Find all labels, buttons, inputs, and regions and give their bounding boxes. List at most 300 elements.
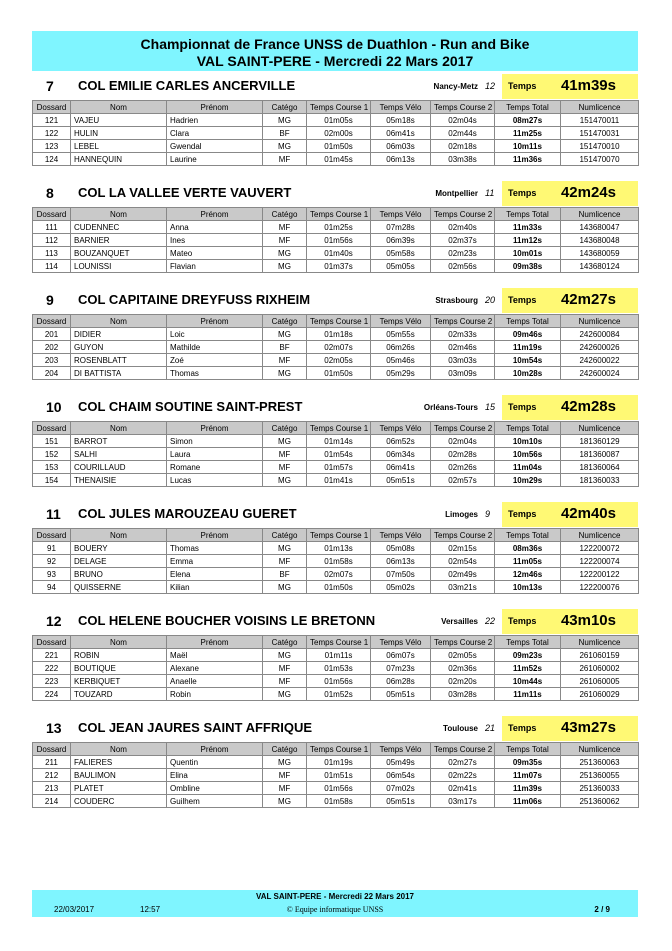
table-cell: COUDERC <box>71 795 167 808</box>
table-cell: Zoé <box>167 354 263 367</box>
table-cell: 06m41s <box>371 127 431 140</box>
team-header <box>32 716 638 740</box>
results-table <box>32 207 639 273</box>
table-cell: MF <box>263 234 307 247</box>
column-header: Temps Vélo <box>371 422 431 435</box>
table-cell: Elina <box>167 769 263 782</box>
table-cell: Mateo <box>167 247 263 260</box>
footer-date: 22/03/2017 <box>54 905 95 914</box>
table-cell: 124 <box>33 153 71 166</box>
table-row <box>33 662 639 675</box>
page-header <box>32 31 638 71</box>
table-cell: 07m28s <box>371 221 431 234</box>
team-time: 43m27s <box>560 719 616 736</box>
table-cell: 152 <box>33 448 71 461</box>
table-cell: 181360064 <box>561 461 639 474</box>
table-cell: 214 <box>33 795 71 808</box>
table-row <box>33 341 639 354</box>
footer-credit: © Equipe informatique UNSS <box>286 905 384 914</box>
table-cell: 02m27s <box>431 756 495 769</box>
team-time: 41m39s <box>560 77 616 94</box>
team-academy: Montpellier <box>435 189 478 198</box>
column-header: Temps Course 1 <box>307 101 371 114</box>
table-cell: 211 <box>33 756 71 769</box>
table-cell: 06m03s <box>371 140 431 153</box>
table-cell: 01m50s <box>307 581 371 594</box>
column-header: Numlicence <box>561 315 639 328</box>
page-subtitle: VAL SAINT-PERE - Mercredi 22 Mars 2017 <box>196 53 474 69</box>
table-cell: 01m19s <box>307 756 371 769</box>
table-cell: Mathilde <box>167 341 263 354</box>
table-cell: Guilhem <box>167 795 263 808</box>
table-cell: 05m08s <box>371 542 431 555</box>
table-cell: 02m33s <box>431 328 495 341</box>
table-cell: HULIN <box>71 127 167 140</box>
table-cell: Quentin <box>167 756 263 769</box>
table-cell: 151470031 <box>561 127 639 140</box>
table-cell: 08m27s <box>495 114 561 127</box>
table-cell: 02m05s <box>307 354 371 367</box>
table-cell: 02m18s <box>431 140 495 153</box>
table-cell: SALHI <box>71 448 167 461</box>
column-header: Catégo <box>263 743 307 756</box>
table-cell: Thomas <box>167 367 263 380</box>
table-cell: 122 <box>33 127 71 140</box>
table-cell: 02m36s <box>431 662 495 675</box>
table-cell: 143680047 <box>561 221 639 234</box>
table-cell: 01m11s <box>307 649 371 662</box>
table-cell: 154 <box>33 474 71 487</box>
team-rank: 10 <box>46 399 62 415</box>
table-cell: 222 <box>33 662 71 675</box>
table-cell: HANNEQUIN <box>71 153 167 166</box>
column-header: Prénom <box>167 208 263 221</box>
table-row <box>33 542 639 555</box>
team-academy: Versailles <box>441 617 478 626</box>
table-cell: ROSENBLATT <box>71 354 167 367</box>
team-time-box <box>502 181 638 206</box>
table-cell: 06m28s <box>371 675 431 688</box>
table-cell: BOUTIQUE <box>71 662 167 675</box>
table-cell: MG <box>263 367 307 380</box>
table-cell: 05m51s <box>371 795 431 808</box>
table-header-row <box>33 101 639 114</box>
table-cell: 11m06s <box>495 795 561 808</box>
team-time: 42m40s <box>560 505 616 522</box>
table-cell: 02m26s <box>431 461 495 474</box>
column-header: Temps Course 1 <box>307 529 371 542</box>
table-cell: 114 <box>33 260 71 273</box>
table-cell: 11m36s <box>495 153 561 166</box>
table-cell: MG <box>263 114 307 127</box>
results-table <box>32 742 639 808</box>
table-cell: 204 <box>33 367 71 380</box>
table-row <box>33 568 639 581</box>
table-cell: Romane <box>167 461 263 474</box>
table-cell: 113 <box>33 247 71 260</box>
team-time-label: Temps <box>508 295 537 305</box>
table-cell: 94 <box>33 581 71 594</box>
column-header: Temps Vélo <box>371 529 431 542</box>
table-cell: BAULIMON <box>71 769 167 782</box>
table-cell: KERBIQUET <box>71 675 167 688</box>
team-time-box <box>502 288 638 313</box>
table-cell: Alexane <box>167 662 263 675</box>
table-cell: 93 <box>33 568 71 581</box>
team-academy: Orléans-Tours <box>423 403 478 412</box>
table-cell: 02m57s <box>431 474 495 487</box>
table-cell: 01m50s <box>307 367 371 380</box>
table-cell: 07m23s <box>371 662 431 675</box>
table-cell: 05m18s <box>371 114 431 127</box>
table-cell: Simon <box>167 435 263 448</box>
team-number: 20 <box>485 295 496 305</box>
table-cell: 151470010 <box>561 140 639 153</box>
table-cell: 02m37s <box>431 234 495 247</box>
table-cell: 10m28s <box>495 367 561 380</box>
team-time-label: Temps <box>508 81 537 91</box>
results-table <box>32 421 639 487</box>
column-header: Dossard <box>33 422 71 435</box>
column-header: Prénom <box>167 315 263 328</box>
table-cell: 224 <box>33 688 71 701</box>
team-header <box>32 609 638 633</box>
table-cell: 242600084 <box>561 328 639 341</box>
column-header: Temps Course 2 <box>431 208 495 221</box>
footer-title: VAL SAINT-PERE - Mercredi 22 Mars 2017 <box>256 892 414 901</box>
table-cell: COURILLAUD <box>71 461 167 474</box>
table-cell: 251360063 <box>561 756 639 769</box>
table-cell: 11m11s <box>495 688 561 701</box>
table-cell: MF <box>263 555 307 568</box>
table-cell: MG <box>263 260 307 273</box>
table-row <box>33 581 639 594</box>
table-row <box>33 140 639 153</box>
table-cell: 201 <box>33 328 71 341</box>
table-cell: 09m35s <box>495 756 561 769</box>
table-cell: QUISSERNE <box>71 581 167 594</box>
table-cell: 03m03s <box>431 354 495 367</box>
table-row <box>33 247 639 260</box>
team-time-box <box>502 716 638 741</box>
table-cell: 11m07s <box>495 769 561 782</box>
table-cell: 11m05s <box>495 555 561 568</box>
team-time-label: Temps <box>508 509 537 519</box>
table-cell: THENAISIE <box>71 474 167 487</box>
column-header: Temps Vélo <box>371 636 431 649</box>
column-header: Temps Total <box>495 743 561 756</box>
column-header: Temps Course 2 <box>431 743 495 756</box>
table-cell: 251360033 <box>561 782 639 795</box>
table-cell: 05m46s <box>371 354 431 367</box>
team-time: 42m24s <box>560 184 616 201</box>
team-name: COL JULES MAROUZEAU GUERET <box>78 506 297 521</box>
table-cell: VAJEU <box>71 114 167 127</box>
table-cell: 01m25s <box>307 221 371 234</box>
table-cell: PLATET <box>71 782 167 795</box>
table-cell: MG <box>263 795 307 808</box>
table-cell: MG <box>263 474 307 487</box>
table-cell: MG <box>263 435 307 448</box>
column-header: Temps Course 2 <box>431 315 495 328</box>
table-cell: 92 <box>33 555 71 568</box>
table-cell: 09m46s <box>495 328 561 341</box>
page-title: Championnat de France UNSS de Duathlon - Run and Bike <box>140 36 530 52</box>
results-table <box>32 100 639 166</box>
table-cell: 153 <box>33 461 71 474</box>
table-cell: 02m22s <box>431 769 495 782</box>
table-cell: 06m13s <box>371 153 431 166</box>
team-number: 12 <box>485 81 496 91</box>
table-cell: 123 <box>33 140 71 153</box>
table-cell: MG <box>263 542 307 555</box>
table-cell: BF <box>263 341 307 354</box>
team-rank: 11 <box>46 506 61 522</box>
table-cell: 05m02s <box>371 581 431 594</box>
table-cell: MF <box>263 782 307 795</box>
table-cell: 202 <box>33 341 71 354</box>
table-cell: 01m53s <box>307 662 371 675</box>
table-cell: DIDIER <box>71 328 167 341</box>
table-cell: 05m49s <box>371 756 431 769</box>
table-cell: MF <box>263 448 307 461</box>
table-cell: DELAGE <box>71 555 167 568</box>
table-cell: 122200074 <box>561 555 639 568</box>
team-time: 42m28s <box>560 398 616 415</box>
column-header: Temps Vélo <box>371 208 431 221</box>
column-header: Nom <box>71 529 167 542</box>
table-cell: 151470011 <box>561 114 639 127</box>
table-cell: 01m58s <box>307 795 371 808</box>
table-cell: MG <box>263 756 307 769</box>
column-header: Temps Course 2 <box>431 529 495 542</box>
table-cell: 11m04s <box>495 461 561 474</box>
table-cell: 01m57s <box>307 461 371 474</box>
table-cell: 212 <box>33 769 71 782</box>
column-header: Dossard <box>33 101 71 114</box>
table-cell: 112 <box>33 234 71 247</box>
table-cell: 223 <box>33 675 71 688</box>
table-row <box>33 234 639 247</box>
table-row <box>33 367 639 380</box>
team-rank: 7 <box>46 78 54 94</box>
column-header: Catégo <box>263 529 307 542</box>
team-block <box>32 395 638 487</box>
table-cell: Lucas <box>167 474 263 487</box>
table-cell: Elena <box>167 568 263 581</box>
table-cell: 07m50s <box>371 568 431 581</box>
team-number: 9 <box>485 509 491 519</box>
table-cell: 08m36s <box>495 542 561 555</box>
team-name: COL LA VALLEE VERTE VAUVERT <box>78 185 292 200</box>
table-cell: 01m37s <box>307 260 371 273</box>
table-cell: 06m54s <box>371 769 431 782</box>
table-cell: 11m33s <box>495 221 561 234</box>
table-row <box>33 448 639 461</box>
table-cell: Ombline <box>167 782 263 795</box>
table-cell: 261060159 <box>561 649 639 662</box>
table-cell: MF <box>263 662 307 675</box>
column-header: Prénom <box>167 422 263 435</box>
table-cell: 143680124 <box>561 260 639 273</box>
team-rank: 8 <box>46 185 54 201</box>
table-cell: Clara <box>167 127 263 140</box>
table-cell: MG <box>263 688 307 701</box>
table-cell: 06m52s <box>371 435 431 448</box>
team-name: COL EMILIE CARLES ANCERVILLE <box>78 78 296 93</box>
table-cell: 01m40s <box>307 247 371 260</box>
column-header: Catégo <box>263 422 307 435</box>
table-cell: 251360062 <box>561 795 639 808</box>
team-block <box>32 502 638 594</box>
table-cell: 181360129 <box>561 435 639 448</box>
team-rank: 13 <box>46 720 62 736</box>
column-header: Temps Vélo <box>371 743 431 756</box>
table-header-row <box>33 315 639 328</box>
table-row <box>33 555 639 568</box>
table-cell: 01m45s <box>307 153 371 166</box>
table-cell: LOUNISSI <box>71 260 167 273</box>
column-header: Temps Course 1 <box>307 208 371 221</box>
team-time: 43m10s <box>560 612 616 629</box>
table-cell: 03m28s <box>431 688 495 701</box>
column-header: Catégo <box>263 315 307 328</box>
results-table <box>32 314 639 380</box>
team-number: 11 <box>485 188 495 198</box>
column-header: Temps Total <box>495 636 561 649</box>
column-header: Dossard <box>33 529 71 542</box>
table-cell: 07m02s <box>371 782 431 795</box>
team-time: 42m27s <box>560 291 616 308</box>
team-time-label: Temps <box>508 188 537 198</box>
table-row <box>33 435 639 448</box>
table-cell: 01m13s <box>307 542 371 555</box>
table-cell: 01m05s <box>307 114 371 127</box>
column-header: Temps Course 2 <box>431 636 495 649</box>
column-header: Nom <box>71 315 167 328</box>
column-header: Numlicence <box>561 208 639 221</box>
column-header: Numlicence <box>561 422 639 435</box>
team-academy: Limoges <box>445 510 478 519</box>
table-cell: 02m05s <box>431 649 495 662</box>
column-header: Temps Course 2 <box>431 101 495 114</box>
column-header: Nom <box>71 101 167 114</box>
table-cell: 02m07s <box>307 568 371 581</box>
table-row <box>33 769 639 782</box>
table-cell: 02m20s <box>431 675 495 688</box>
table-cell: Laurine <box>167 153 263 166</box>
table-cell: 03m09s <box>431 367 495 380</box>
team-block <box>32 74 638 166</box>
column-header: Prénom <box>167 743 263 756</box>
table-cell: 06m39s <box>371 234 431 247</box>
table-cell: 01m51s <box>307 769 371 782</box>
table-cell: Maël <box>167 649 263 662</box>
table-cell: 02m44s <box>431 127 495 140</box>
column-header: Catégo <box>263 208 307 221</box>
table-cell: MF <box>263 769 307 782</box>
table-cell: 06m26s <box>371 341 431 354</box>
table-cell: 122200072 <box>561 542 639 555</box>
table-row <box>33 649 639 662</box>
table-row <box>33 474 639 487</box>
table-cell: 01m56s <box>307 675 371 688</box>
table-cell: BOUZANQUET <box>71 247 167 260</box>
team-header <box>32 74 638 98</box>
table-cell: MG <box>263 328 307 341</box>
table-cell: Anaelle <box>167 675 263 688</box>
table-cell: GUYON <box>71 341 167 354</box>
table-cell: 242600026 <box>561 341 639 354</box>
table-cell: 01m54s <box>307 448 371 461</box>
table-cell: MG <box>263 247 307 260</box>
table-cell: 10m56s <box>495 448 561 461</box>
table-cell: MF <box>263 461 307 474</box>
table-cell: 03m38s <box>431 153 495 166</box>
column-header: Dossard <box>33 743 71 756</box>
column-header: Numlicence <box>561 743 639 756</box>
table-cell: 01m56s <box>307 234 371 247</box>
table-cell: CUDENNEC <box>71 221 167 234</box>
table-cell: Anna <box>167 221 263 234</box>
column-header: Nom <box>71 208 167 221</box>
column-header: Nom <box>71 743 167 756</box>
table-cell: BF <box>263 568 307 581</box>
team-time-label: Temps <box>508 616 537 626</box>
table-cell: Robin <box>167 688 263 701</box>
table-cell: 261060029 <box>561 688 639 701</box>
table-cell: 11m19s <box>495 341 561 354</box>
table-cell: MG <box>263 649 307 662</box>
column-header: Temps Total <box>495 315 561 328</box>
team-number: 15 <box>485 402 496 412</box>
table-cell: 02m28s <box>431 448 495 461</box>
column-header: Temps Total <box>495 529 561 542</box>
table-header-row <box>33 636 639 649</box>
page-footer <box>32 890 638 917</box>
table-cell: 06m34s <box>371 448 431 461</box>
table-cell: 11m12s <box>495 234 561 247</box>
table-cell: 02m04s <box>431 114 495 127</box>
team-academy: Toulouse <box>443 724 478 733</box>
table-cell: 121 <box>33 114 71 127</box>
table-cell: 02m41s <box>431 782 495 795</box>
table-cell: 01m18s <box>307 328 371 341</box>
team-name: COL JEAN JAURES SAINT AFFRIQUE <box>78 720 313 735</box>
team-block <box>32 288 638 380</box>
column-header: Temps Total <box>495 101 561 114</box>
table-cell: 02m23s <box>431 247 495 260</box>
table-cell: 09m38s <box>495 260 561 273</box>
table-cell: 03m21s <box>431 581 495 594</box>
team-time-label: Temps <box>508 402 537 412</box>
table-cell: 11m25s <box>495 127 561 140</box>
column-header: Temps Total <box>495 422 561 435</box>
team-time-box <box>502 502 638 527</box>
table-cell: BARNIER <box>71 234 167 247</box>
table-cell: Emma <box>167 555 263 568</box>
table-cell: 11m39s <box>495 782 561 795</box>
table-cell: 251360055 <box>561 769 639 782</box>
table-cell: 12m46s <box>495 568 561 581</box>
table-cell: 242600024 <box>561 367 639 380</box>
team-rank: 12 <box>46 613 62 629</box>
table-cell: 02m49s <box>431 568 495 581</box>
team-rank: 9 <box>46 292 54 308</box>
column-header: Prénom <box>167 636 263 649</box>
column-header: Temps Course 2 <box>431 422 495 435</box>
table-cell: 05m05s <box>371 260 431 273</box>
